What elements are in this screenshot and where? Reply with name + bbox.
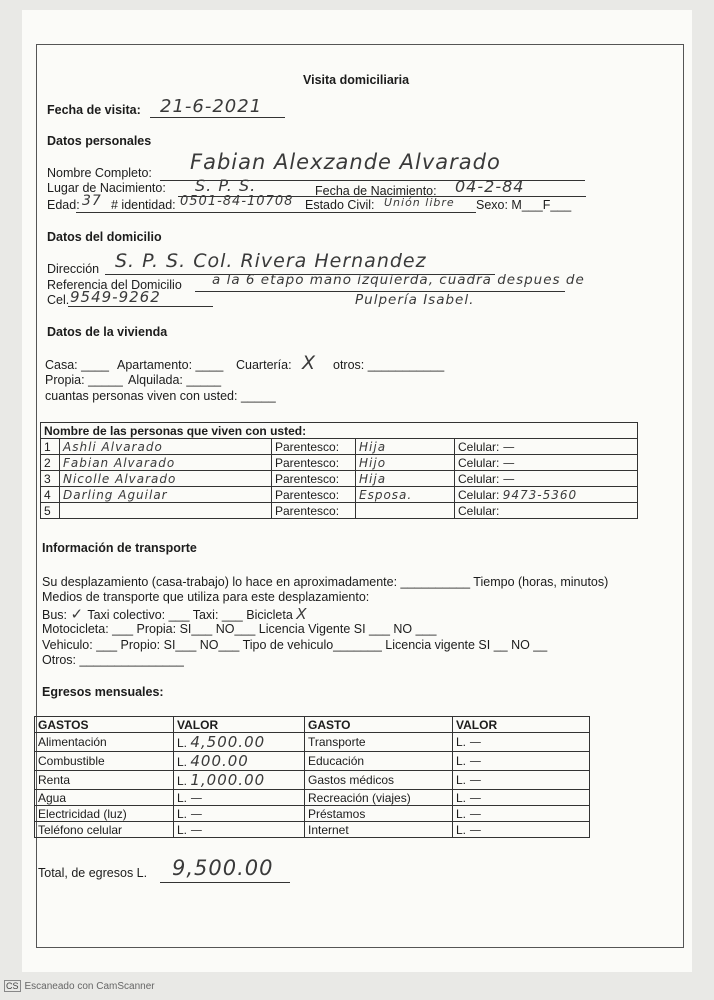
expenses-table (34, 716, 590, 838)
expense-value-cell (174, 771, 305, 790)
taxi-label: Taxi: ___ (192, 608, 243, 622)
currency-label: L. (456, 806, 467, 821)
expense-name: Transporte (305, 733, 453, 752)
table-row (41, 487, 638, 503)
person-relation (356, 503, 455, 519)
expense-value: — (469, 790, 483, 805)
celular-cell (455, 471, 638, 487)
form-title: Visita domiciliaria (303, 73, 410, 87)
expense-name: Recreación (viajes) (305, 790, 453, 806)
expense-name: Teléfono celular (35, 822, 174, 838)
expense-name: Internet (305, 822, 453, 838)
transport-line-5: Vehiculo: ___ Propio: SI___ NO___ Tipo de vehiculo_______ Licencia vigente SI __ NO __ (42, 638, 548, 652)
celular-cell (455, 503, 638, 519)
address-value: S. P. S. Col. Rivera Hernandez (115, 250, 427, 272)
currency-label: L. (177, 736, 188, 750)
col-valor: VALOR (174, 717, 305, 733)
otros-label: otros: ___________ (333, 358, 445, 372)
person-name: Nicolle Alvarado (60, 471, 272, 487)
celular-label: Celular: (458, 471, 500, 486)
currency-label: L. (177, 806, 188, 821)
row-number: 5 (41, 503, 60, 519)
parentesco-label: Parentesco: (272, 503, 356, 519)
person-relation: Hija (356, 439, 455, 455)
table-row (41, 503, 638, 519)
parentesco-label: Parentesco: (272, 487, 356, 503)
celular-label: Celular: (458, 503, 500, 518)
civil-value: Unión libre (384, 196, 455, 209)
table-row (41, 439, 638, 455)
cel-label: Cel. (47, 293, 70, 307)
celular-cell (455, 455, 638, 471)
transport-line-4: Motocicleta: ___ Propia: SI___ NO___ Licencia Vigente SI ___ NO ___ (42, 622, 437, 636)
parentesco-label: Parentesco: (272, 455, 356, 471)
transport-heading: Información de transporte (42, 541, 197, 555)
housing-heading: Datos de la vivienda (47, 325, 168, 339)
celular-label: Celular: (458, 487, 500, 502)
expense-value-cell (174, 806, 305, 822)
cel-line (68, 306, 213, 307)
person-relation: Hija (356, 471, 455, 487)
people-table-header: Nombre de las personas que viven con usted: (41, 423, 638, 439)
currency-label: L. (456, 773, 467, 787)
person-name: Darling Aguilar (60, 487, 272, 503)
expense-value: 4,500.00 (190, 733, 266, 751)
expense-name: Electricidad (luz) (35, 806, 174, 822)
person-name: Ashli Alvarado (60, 439, 272, 455)
visit-date-line (150, 117, 285, 118)
person-name (60, 503, 272, 519)
celular-cell (455, 439, 638, 455)
table-row (35, 806, 590, 822)
table-row (35, 752, 590, 771)
name-value: Fabian Alexzande Alvarado (190, 150, 501, 174)
table-row (35, 822, 590, 838)
expense-value: — (469, 754, 483, 768)
table-row (41, 455, 638, 471)
scanner-text: Escaneado con CamScanner (24, 981, 155, 992)
currency-label: L. (177, 774, 188, 788)
transport-line-3 (42, 605, 308, 623)
cuantas-label: cuantas personas viven con usted: _____ (45, 389, 276, 403)
celular-label: Celular: (458, 439, 500, 454)
expense-value: — (190, 822, 204, 837)
bicicleta-mark: X (296, 605, 308, 623)
expense-value: — (190, 806, 204, 821)
expense-name: Combustible (35, 752, 174, 771)
person-cel: — (502, 455, 516, 470)
age-line (76, 212, 476, 213)
visit-date-value: 21-6-2021 (160, 96, 263, 117)
expenses-heading: Egresos mensuales: (42, 685, 164, 699)
person-name: Fabian Alvarado (60, 455, 272, 471)
col-gasto: GASTO (305, 717, 453, 733)
visit-date-label: Fecha de visita: (47, 103, 141, 117)
row-number: 3 (41, 471, 60, 487)
table-row (35, 771, 590, 790)
age-value: 37 (82, 193, 102, 209)
expense-name: Préstamos (305, 806, 453, 822)
birthdate-value: 04-2-84 (455, 177, 525, 196)
camscanner-logo: CS (6, 981, 19, 991)
id-label: # identidad: (111, 198, 176, 212)
parentesco-label: Parentesco: (272, 471, 356, 487)
currency-label: L. (456, 822, 467, 837)
total-line (160, 882, 290, 883)
bicicleta-label: Bicicleta (246, 608, 293, 622)
bus-label: Bus: (42, 608, 68, 622)
currency-label: L. (456, 790, 467, 805)
expense-value: 1,000.00 (190, 771, 266, 789)
table-row (41, 471, 638, 487)
cuarteria-mark: X (302, 352, 317, 374)
expense-value-cell (453, 752, 590, 771)
reference-value-2: Pulpería Isabel. (355, 292, 475, 308)
apartamento-label: Apartamento: ____ (117, 358, 224, 372)
person-cel: — (502, 439, 516, 454)
id-value: 0501-84-10708 (180, 194, 294, 209)
expense-value-cell (174, 822, 305, 838)
civil-label: Estado Civil: (305, 198, 375, 212)
address-label: Dirección (47, 262, 100, 276)
celular-label: Celular: (458, 455, 500, 470)
expense-value: 400.00 (190, 752, 249, 770)
expense-name: Educación (305, 752, 453, 771)
transport-line-2: Medios de transporte que utiliza para este desplazamiento: (42, 590, 370, 604)
total-value: 9,500.00 (172, 856, 274, 880)
transport-line-1: Su desplazamiento (casa-trabajo) lo hace en aproximadamente: __________ Tiempo (horas, minutos) (42, 575, 609, 589)
birthplace-label: Lugar de Nacimiento: (47, 181, 166, 195)
expense-name: Agua (35, 790, 174, 806)
expense-value-cell (453, 771, 590, 790)
currency-label: L. (177, 790, 188, 805)
row-number: 1 (41, 439, 60, 455)
total-label: Total, de egresos L. (38, 866, 148, 880)
birthplace-value: S. P. S. (195, 176, 257, 195)
scanner-footer (4, 980, 155, 992)
reference-label: Referencia del Domicilio (47, 278, 182, 292)
row-number: 2 (41, 455, 60, 471)
currency-label: L. (456, 754, 467, 768)
expense-value-cell (453, 822, 590, 838)
expense-value-cell (174, 790, 305, 806)
currency-label: L. (177, 822, 188, 837)
name-label: Nombre Completo: (47, 166, 152, 180)
domicile-heading: Datos del domicilio (47, 230, 162, 244)
expense-value-cell (174, 733, 305, 752)
expense-name: Alimentación (35, 733, 174, 752)
parentesco-label: Parentesco: (272, 439, 356, 455)
celular-cell (455, 487, 638, 503)
propia-label: Propia: _____ (45, 373, 123, 387)
expense-value-cell (174, 752, 305, 771)
table-row (35, 733, 590, 752)
currency-label: L. (456, 735, 467, 749)
expense-name: Renta (35, 771, 174, 790)
table-row (35, 790, 590, 806)
transport-line-6: Otros: _______________ (42, 653, 184, 667)
cel-value: 9549-9262 (70, 288, 161, 306)
sex-label: Sexo: M___F___ (476, 198, 572, 212)
person-cel: — (502, 471, 516, 486)
age-label: Edad: (47, 198, 80, 212)
personal-heading: Datos personales (47, 134, 152, 148)
col-gastos: GASTOS (35, 717, 174, 733)
row-number: 4 (41, 487, 60, 503)
birthdate-label: Fecha de Nacimiento: (315, 184, 437, 198)
expense-value: — (469, 822, 483, 837)
alquilada-label: Alquilada: _____ (128, 373, 222, 387)
people-table (40, 422, 638, 519)
person-relation: Hijo (356, 455, 455, 471)
person-relation: Esposa. (356, 487, 455, 503)
expense-value-cell (453, 733, 590, 752)
currency-label: L. (177, 755, 188, 769)
col-valor-2: VALOR (453, 717, 590, 733)
expense-value: — (469, 773, 483, 787)
expense-value: — (469, 735, 483, 749)
expense-value: — (469, 806, 483, 821)
cuarteria-label: Cuartería: (236, 358, 292, 372)
reference-value: a la 6 etapo mano izquierda, cuadra despues de (212, 272, 585, 288)
expense-value-cell (453, 790, 590, 806)
expense-name: Gastos médicos (305, 771, 453, 790)
bus-mark: ✓ (70, 605, 85, 623)
expense-value-cell (453, 806, 590, 822)
taxi-colectivo-label: Taxi colectivo: ___ (87, 608, 190, 622)
casa-label: Casa: ____ (45, 358, 109, 372)
person-cel: 9473-5360 (502, 487, 578, 502)
expense-value: — (190, 790, 204, 805)
